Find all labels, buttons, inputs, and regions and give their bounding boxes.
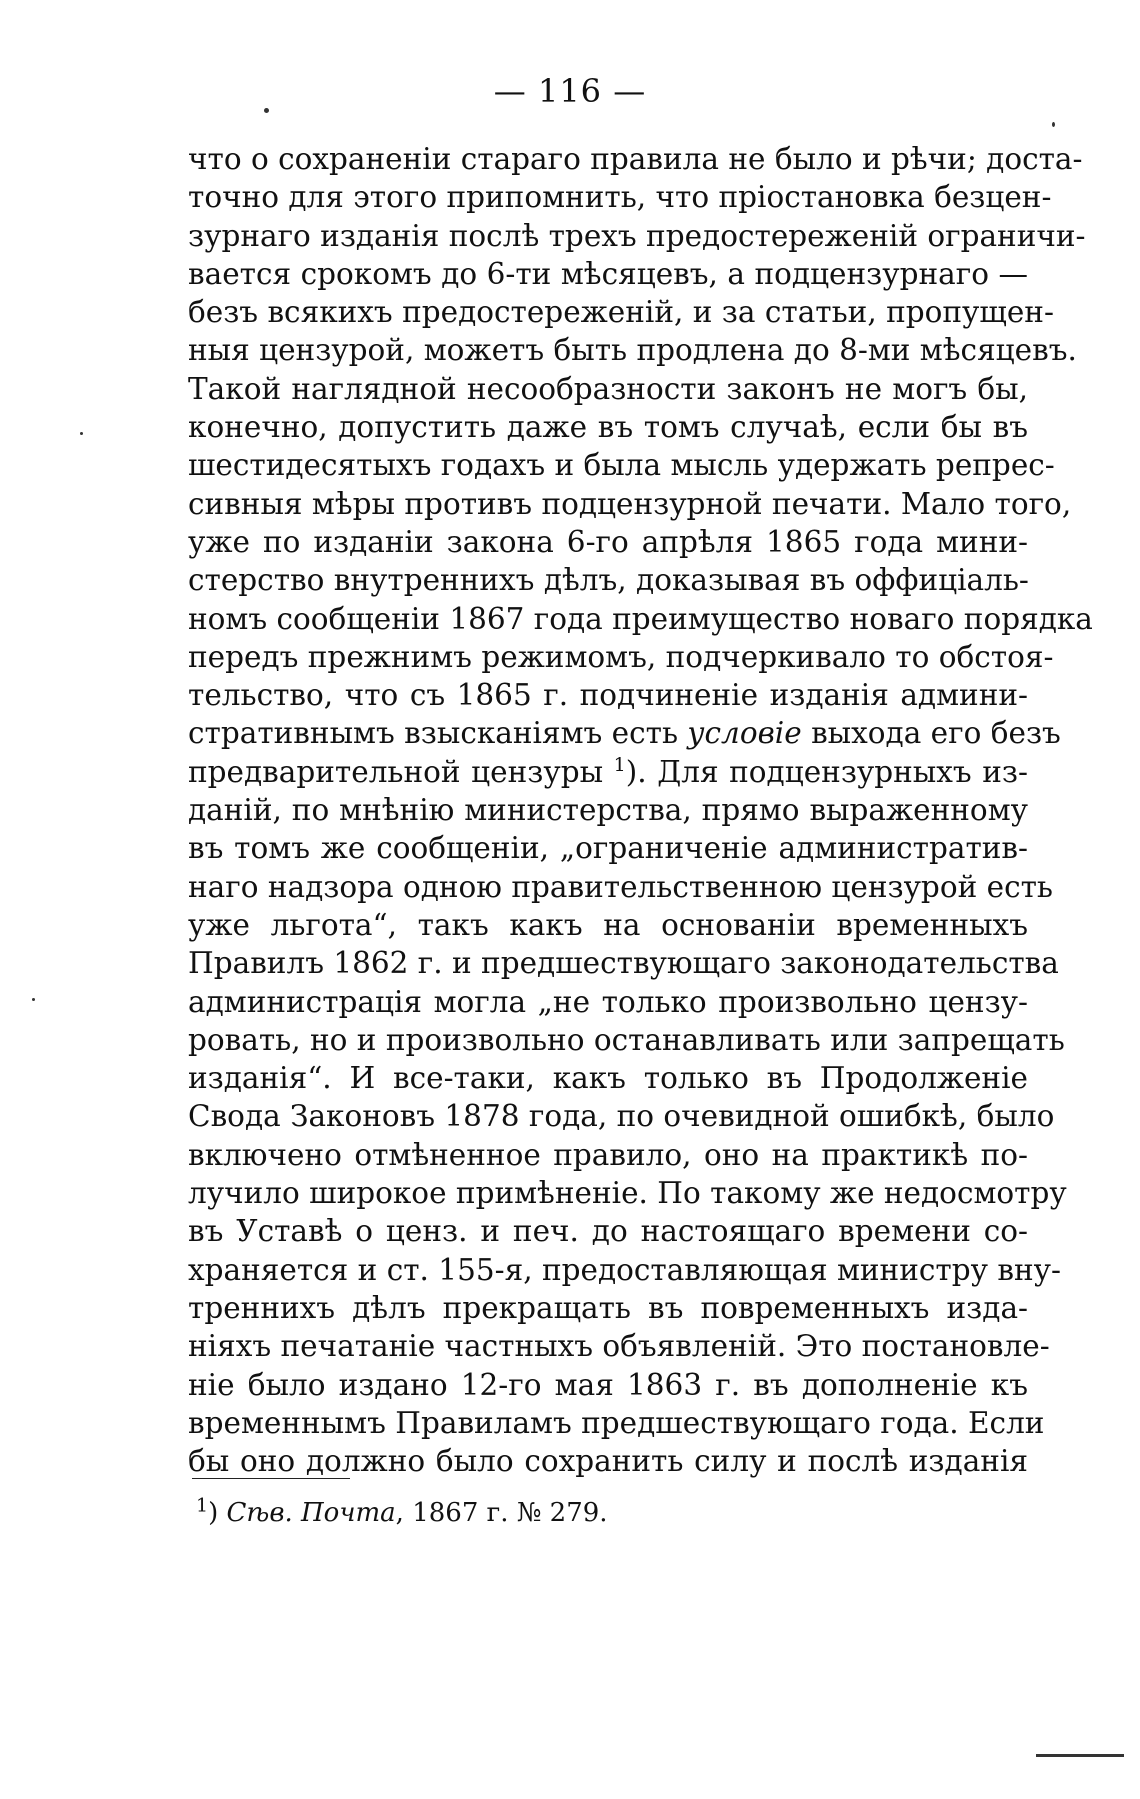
text-line: уже льгота“, такъ какъ на основаніи временныхъ bbox=[188, 907, 1028, 942]
text-line: включено отмѣненное правило, оно на практикѣ по- bbox=[188, 1137, 1028, 1172]
text-line: даній, по мнѣнію министерства, прямо выраженному bbox=[188, 793, 1028, 828]
text-line: временнымъ Правиламъ предшествующаго года. Если bbox=[188, 1405, 1045, 1440]
text-segment: стративнымъ взысканіямъ есть bbox=[188, 716, 679, 751]
text-line: Свода Законовъ 1878 года, по очевидной ошибкѣ, было bbox=[188, 1099, 1055, 1134]
text-segment: ). Для подцензурныхъ из- bbox=[625, 754, 1028, 789]
page-number: — 116 — bbox=[493, 72, 647, 110]
footnote-marker: 1 bbox=[196, 1494, 209, 1517]
footnote-reference: 1 bbox=[613, 753, 626, 776]
text-line: вается срокомъ до 6-ти мѣсяцевъ, а подцензурнаго — bbox=[188, 256, 1028, 291]
scan-speck bbox=[32, 998, 35, 1001]
text-line: Правилъ 1862 г. и предшествующаго законодательства bbox=[188, 946, 1059, 981]
text-line: Такой наглядной несообразности законъ не могъ бы, bbox=[188, 371, 1028, 406]
text-line: конечно, допустить даже въ томъ случаѣ, если бы въ bbox=[188, 410, 1028, 445]
italic-word: условіе bbox=[687, 716, 802, 751]
footnote-paren: ) bbox=[208, 1498, 219, 1528]
text-line: администрація могла „не только произвольно цензу- bbox=[188, 984, 1028, 1019]
text-line: безъ всякихъ предостереженій, и за статьи, пропущен- bbox=[188, 295, 1054, 330]
text-line: храняется и ст. 155-я, предоставляющая министру вну- bbox=[188, 1252, 1061, 1287]
text-line: бы оно должно было сохранить силу и послѣ изданія bbox=[188, 1444, 1028, 1479]
text-line: ныя цензурой, можетъ быть продлена до 8-ми мѣсяцевъ. bbox=[188, 333, 1077, 368]
body-text bbox=[188, 140, 1093, 1480]
footnote-source-title: Сѣв. Почта bbox=[226, 1498, 396, 1528]
text-line: тельство, что съ 1865 г. подчиненіе изданія админи- bbox=[188, 678, 1028, 713]
footnote-source-details: , 1867 г. № 279. bbox=[395, 1498, 608, 1528]
footnote bbox=[196, 1496, 608, 1530]
scan-edge-mark bbox=[1036, 1754, 1124, 1757]
text-line: въ Уставѣ о ценз. и печ. до настоящаго времени со- bbox=[188, 1214, 1028, 1249]
text-line: зурнаго изданія послѣ трехъ предостереженій ограничи- bbox=[188, 218, 1086, 253]
scan-speck bbox=[264, 108, 269, 113]
text-line: уже по изданіи закона 6-го апрѣля 1865 года мини- bbox=[188, 524, 1028, 559]
text-line: номъ сообщеніи 1867 года преимущество новаго порядка bbox=[188, 601, 1093, 636]
text-line: стерство внутреннихъ дѣлъ, доказывая въ оффиціаль- bbox=[188, 563, 1029, 598]
text-line: что о сохраненіи стараго правила не было и рѣчи; доста- bbox=[188, 142, 1083, 176]
scan-speck bbox=[1052, 122, 1055, 127]
text-line: ніе было издано 12-го мая 1863 г. въ дополненіе къ bbox=[188, 1367, 1028, 1402]
text-line: ровать, но и произвольно останавливать или запрещать bbox=[188, 1022, 1065, 1057]
text-line: ніяхъ печатаніе частныхъ объявленій. Это постановле- bbox=[188, 1329, 1050, 1364]
text-line: лучило широкое примѣненіе. По такому же недосмотру bbox=[188, 1176, 1067, 1211]
text-line: сивныя мѣры противъ подцензурной печати. Мало того, bbox=[188, 486, 1072, 521]
text-line-with-italic bbox=[188, 714, 1061, 752]
text-segment: выхода его безъ bbox=[811, 716, 1061, 751]
text-line: наго надзора одною правительственною цензурой есть bbox=[188, 869, 1053, 904]
text-line: передъ прежнимъ режимомъ, подчеркивало то обстоя- bbox=[188, 639, 1054, 674]
text-line: въ томъ же сообщеніи, „ограниченіе административ- bbox=[188, 831, 1028, 866]
text-line-with-footnote-ref bbox=[188, 753, 1028, 791]
footnote-divider bbox=[192, 1478, 350, 1479]
text-line: точно для этого припомнить, что пріостановка безцен- bbox=[188, 180, 1052, 215]
text-segment: предварительной цензуры bbox=[188, 754, 604, 789]
text-line: шестидесятыхъ годахъ и была мысль удержать репрес- bbox=[188, 448, 1055, 483]
text-line: треннихъ дѣлъ прекращать въ повременныхъ изда- bbox=[188, 1290, 1028, 1325]
scan-speck bbox=[80, 432, 83, 435]
text-line: изданія“. И все-таки, какъ только въ Продолженіе bbox=[188, 1061, 1028, 1096]
